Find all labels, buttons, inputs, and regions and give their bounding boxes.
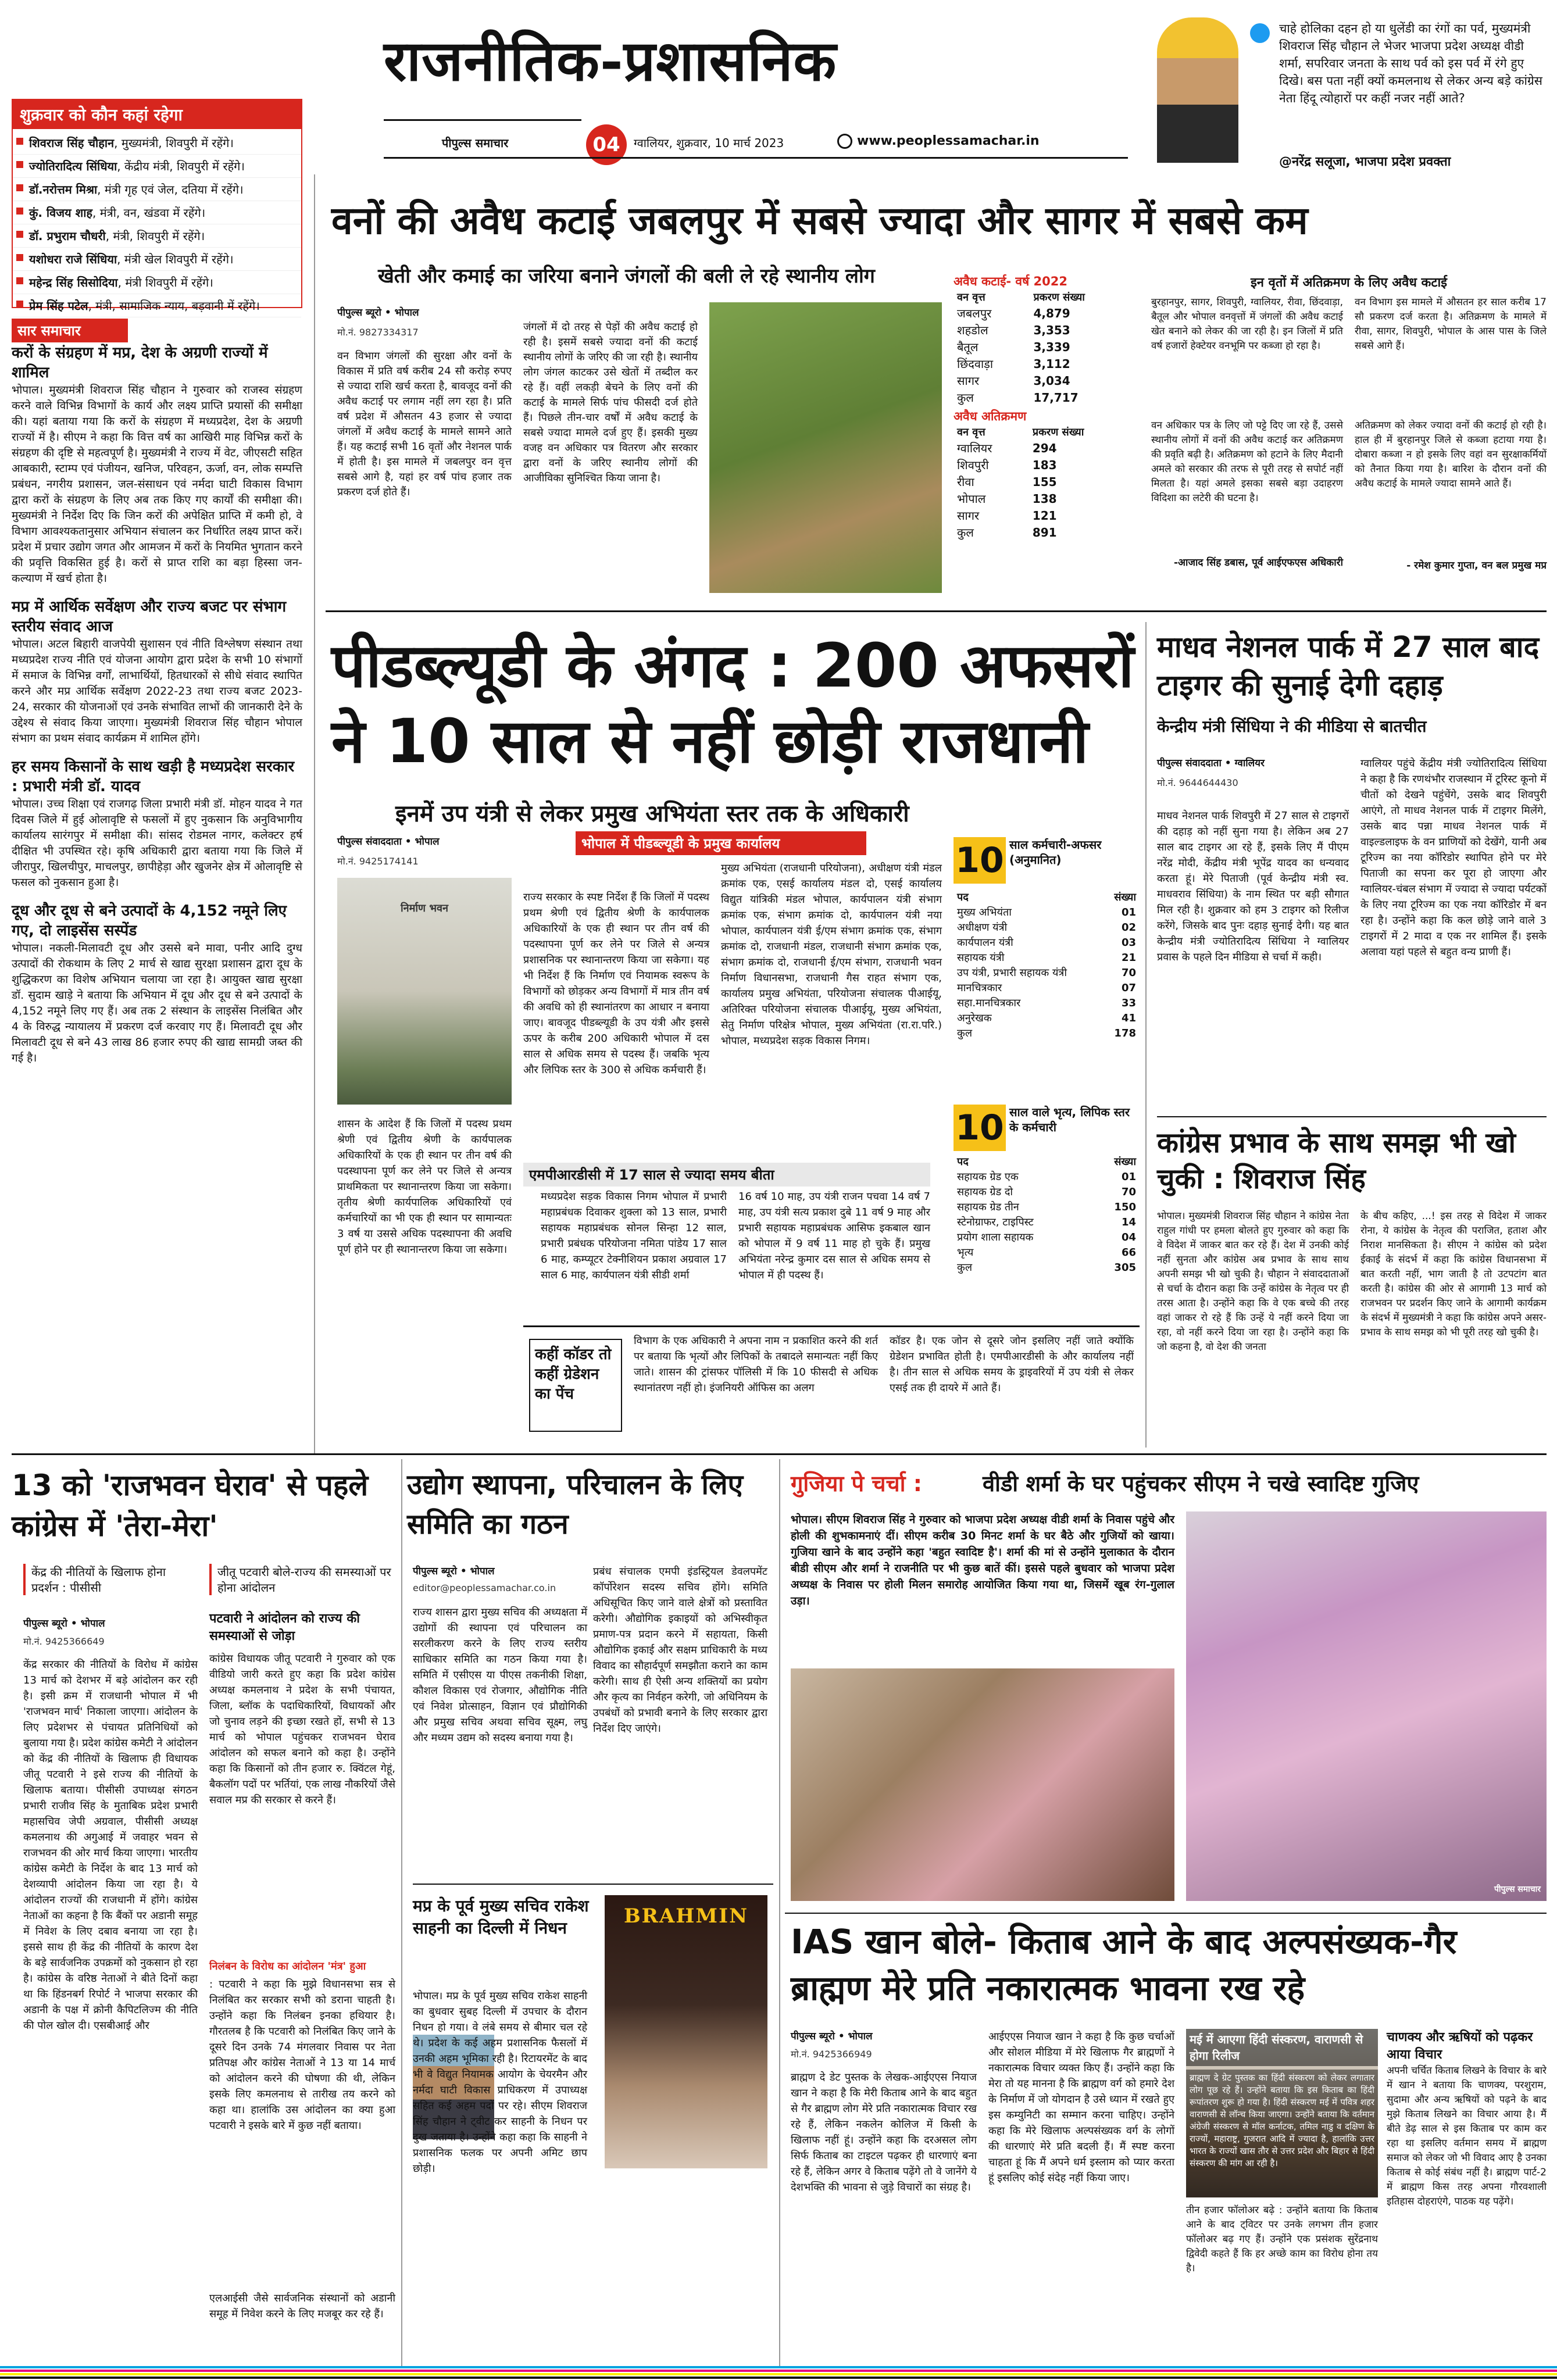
list-item: यशोधरा राजे सिंधिया, मंत्री खेल शिवपुरी में रहेंगे।: [13, 248, 301, 271]
forest-mobile: मो.नं. 9827334317: [337, 327, 419, 338]
top-quote-text: चाहे होलिका दहन हो या धुलेंडी का रंगों का पर्व, मुख्यमंत्री शिवराज सिंह चौहान ले भेजर भाजपा प्रदेश अध्यक्ष वीडी शर्मा, सपरिवार जनता के साथ पर्व को इस पर्व में रंगे हुए दिखे। बस पता नहीं क्यों कमलनाथ से लेकर अन्य बड़े कांग्रेस नेता हिंदू त्योहारों पर कहीं नजर नहीं आते?: [1279, 22, 1542, 105]
mpd-banner: एमपीआरडीसी में 17 साल से ज्यादा समय बीता: [523, 1163, 930, 1187]
shivraj-col1: भोपाल। मुख्यमंत्री शिवराज सिंह चौहान ने कांग्रेस नेता राहुल गांधी पर हमला बोलते हुए गुरुवार को कहा कि वे विदेश में जाकर बात कर रहे हैं। देश में उनकी कोई नहीं सुनता और कांग्रेस अब प्रभाव के साथ साथ अपनी समझ भी खो चुकी है। चौहान ने संवाददाताओं से चर्चा के दौरान कहा कि उन्हें कांग्रेस के नेतृत्व पर ही तरस आता है। उन्होंने कहा कि वे एक बच्चे की तरह वहां जाकर रो रहे हैं कि उन्हें ये नहीं करने दिया जा रहा, वो नहीं करने दिया जा रहा है। उन्होंने कहा कि जो कहना है, वो देश की जनता: [1157, 1210, 1349, 1353]
pwd-byline: पीपुल्स संवाददाता • भोपाल: [337, 836, 440, 848]
section-rule: [326, 610, 1547, 612]
saar-story-head: करों के संग्रहण में मप्र, देश के अग्रणी राज्यों में शामिल: [12, 344, 268, 381]
table-row: सहायक यंत्री 21: [957, 951, 1136, 964]
raj-mobile: मो.नं. 9425366649: [23, 1636, 105, 1647]
book-cover: [605, 1895, 767, 2168]
mpd-col1: मध्यप्रदेश सड़क विकास निगम भोपाल में प्रभारी महाप्रबंधक दिवाकर शुक्ला को 13 साल, प्रभारी सहायक महाप्रबंधक सोनल सिन्हा 12 साल, प्रभारी प्रबंधक परियोजना नमिता पांडेय 17 साल 6 माह, कम्प्यूटर टेक्नीशियन प्रकाश अग्रवाल 17 साल 6 माह, कार्यपालन यंत्री सीडी शर्मा: [541, 1191, 727, 1281]
pwd-col1: राज्य सरकार के स्पष्ट निर्देश हैं कि जिलों में पदस्थ प्रथम श्रेणी एवं द्वितीय श्रेणी के कार्यपालक अधिकारियों के एक ही स्थान पर तीन वर्ष की पदस्थापना पूर्ण कर लेने पर जिले से अन्यत्र प्रशासनिक पर स्थानान्तरण किया जा सकेगा। यह भी निर्देश हैं कि निर्माण एवं नियामक स्वरूप के विभागों को छोड़कर अन्य विभागों में मात्र तीन वर्ष की अवधि को ही स्थानांतरण का आधार न बनाया जाए। बावजूद पीडब्ल्यूडी के उप यंत्री और इससे ऊपर के करीब 200 अधिकारी भोपाल में दस साल से अधिक समय से पदस्थ हैं। जबकि भृत्य और लिपिक स्तर के 300 से अधिक कर्मचारी हैं।: [523, 891, 709, 1076]
pwd-subhead: इनमें उप यंत्री से लेकर प्रमुख अभियंता स्तर तक के अधिकारी: [395, 801, 909, 827]
raj-col2c: एलआईसी जैसे सार्वजनिक संस्थानों को अडानी समूह में निवेश करने के लिए मजबूर कर रहे हैं।: [209, 2292, 395, 2320]
list-item: शिवराज सिंह चौहान, मुख्यमंत्री, शिवपुरी में रहेंगे।: [13, 131, 301, 155]
raj-col2-sub: निलंबन के विरोध का आंदोलन 'मंत्र' हुआ: [209, 1960, 366, 1972]
forest-byline: पीपुल्स ब्यूरो • भोपाल: [337, 307, 419, 319]
ias-far-body: अपनी चर्चित किताब लिखने के विचार के बारे में खान ने बताया कि चाणक्य, परशुराम, सुदामा और अन्य ऋषियों को पढ़ने के बाद मुझे किताब लिखने का विचार आया है। मैं बीते डेढ़ साल से इस किताब पर काम कर रहा था इसलिए वर्तमान समय में ब्राह्मण समाज को लेकर जो भी विवाद आए है उनका किताब से कोई संबंध नहीं है। ब्राह्मण पार्ट-2 में ब्राह्मण किस तरह अपना गौरवशाली इतिहास दोहराएंगे, पाठक यह पढ़ेंगे।: [1387, 2065, 1547, 2207]
masthead-bottom-rule: [384, 157, 1128, 159]
register-tick: [0, 2366, 1557, 2368]
forest-quote2: अतिक्रमण को लेकर ज्यादा वनों की कटाई हो रही है। हाल ही में बुरहानपुर जिले से कब्जा हटाया गया है। दोबारा कब्जा न हो इसके लिए वहां वन सुरक्षाकर्मियों को तैनात किया गया है। बारिश के दौरान वनों की अवैध कटाई के मामले ज्यादा सामने आते हैं।: [1355, 420, 1547, 489]
forest-quote2-author: - रमेश कुमार गुप्ता, वन बल प्रमुख मप्र: [1406, 560, 1547, 571]
twitter-icon: [1250, 23, 1270, 43]
ias-far-head: चाणक्य और ऋषियों को पढ़कर आया विचार: [1387, 2030, 1533, 2062]
holi-schedule-box: [12, 99, 302, 313]
table1-title: अवैध कटाई- वर्ष 2022: [954, 274, 1068, 288]
ias-col1: ब्राह्मण दे डेट पुस्तक के लेखक-आईएएस नियाज खान ने कहा है कि मेरी किताब आने के बाद बहुत से गैर ब्राह्मण लोग मेरे प्रति नकारात्मक विचार रख रहे हैं, लेकिन नकलेन कोलिज में किसी के खिलाफ नहीं हूं। उन्होंने कहा कि दरअसल लोग सिर्फ किताब का टाइटल पढ़कर ही धारणाएं बना रहे हैं, लेकिन अगर वे किताब पढ़ेंगे तो वे जानेंगे ये देशभक्ति की भावना से जुड़े विचारों का संग्रह है।: [791, 2071, 977, 2193]
udyog-byline: पीपुल्स ब्यूरो • भोपाल: [413, 1566, 495, 1577]
ias-side-head: मई में आएगा हिंदी संस्करण, वाराणसी से होगा रिलीज: [1186, 2029, 1378, 2066]
udyog-col1: राज्य शासन द्वारा मुख्य सचिव की अध्यक्षता में उद्योगों की स्थापना एवं परिचालन का सरलीकरण करने के लिए राज्य स्तरीय साधिकार समिति का गठन किया गया है। समिति में एसीएस या पीएस तकनीकी शिक्षा, कौशल विकास एवं रोजगार, औद्योगिक नीति एवं निवेश प्रोत्साहन, विज्ञान एवं प्रौद्योगिकी और प्रमुख सचिव अथवा सचिव सूक्ष्म, लघु और मध्यम उद्यम को सदस्य बनाया गया है।: [413, 1606, 587, 1744]
pwd-box1-col: पद: [957, 891, 969, 903]
table-row: सहायक ग्रेड तीन 150: [957, 1200, 1136, 1213]
table-row: जबलपुर 4,879: [957, 306, 1070, 320]
tiger-mobile: मो.नं. 9644644430: [1157, 777, 1238, 788]
table2: [954, 424, 1134, 541]
column-divider: [1145, 622, 1147, 1448]
table-row: भृत्य 66: [957, 1246, 1136, 1259]
table2-col-head: प्रकरण संख्या: [1032, 426, 1084, 438]
list-item: महेन्द्र सिंह सिसोदिया, मंत्री शिवपुरी में रहेंगे।: [13, 271, 301, 294]
register-tick: [0, 2373, 1557, 2375]
forest-col1: वन विभाग जंगलों की सुरक्षा और वनों के विकास में प्रति वर्ष करीब 24 सौ करोड़ रुपए से ज्यादा राशि खर्च करता है, बावजूद वनों की अवैध कटाई पर लगाम नहीं लग रहा है। प्रति वर्ष प्रदेश में औसतन 43 हजार से ज्यादा जंगलों में अवैध कटाई के मामले सामने आते हैं। यह कटाई सभी 16 वृतों और नेशनल पार्क में होती है। इस मामले में जबलपुर वन वृत्त सबसे आगे है, यहां हर वर्ष पांच हजार तक प्रकरण दर्ज होते हैं।: [337, 350, 512, 498]
forest-side-title: इन वृतों में अतिक्रमण के लिए अवैध कटाई: [1251, 276, 1447, 290]
raj-col2-head: पटवारी ने आंदोलन को राज्य की समस्याओं से जोड़ा: [209, 1611, 360, 1643]
table-row: छिंदवाड़ा 3,112: [957, 356, 1070, 371]
table-row: कार्यपालन यंत्री 03: [957, 936, 1136, 949]
section-rule: [785, 1913, 1547, 1914]
note-col1: विभाग के एक अधिकारी ने अपना नाम न प्रकाशित करने की शर्त पर बताया कि भृत्यों और लिपिकों के तबादले समान्यतः नहीं किए जाते। शासन की ट्रांसफर पॉलिसी में कि 10 फीसदी से अधिक स्थानांतरण नहीं हो। इंजनियरी ऑफिस का अलग: [634, 1335, 878, 1394]
raj-col1: केंद्र सरकार की नीतियों के विरोध में कांग्रेस 13 मार्च को देशभर में बड़े आंदोलन कर रही है। इसी क्रम में राजधानी भोपाल में भी 'राजभवन मार्च' निकाला जाएगा। आंदोलन के लिए प्रदेशभर से पंचायत प्रतिनिधियों को बुलाया गया है। प्रदेश कांग्रेस कमेटी ने आंदोलन को केंद्र की नीतियों के खिलाफ ही विधायक जीतू पटवारी ने इसे राज्य की नीतियों के खिलाफ बताया। पीसीसी उपाध्यक्ष संगठन प्रभारी राजीव सिंह के मुताबिक प्रदेश प्रभारी महासचिव जेपी अग्रवाल, पीसीसी अध्यक्ष कमलनाथ की अगुआई में जवाहर भवन से राजभवन की ओर मार्च किया जाएगा। भारतीय कांग्रेस कमेटी के निर्देश के बाद 13 मार्च को देशव्यापी आंदोलन किया जा रहा है। ये आंदोलन राज्यों की राजधानी में होंगे। कांग्रेस नेताओं का कहना है कि बैंकों पर अडानी समूह में निवेश के लिए दबाव बनाया जा रहा है। इससे साथ ही केंद्र की नीतियों के कारण देश के बड़े सार्वजनिक उपक्रमों को नुकसान हो रहा है। कांग्रेस के वरिष्ठ नेताओं ने बीते दिनों कहा था कि हिंडनबर्ग रिपोर्ट ने भाजपा सरकार की अडानी के पक्ष में क्रोनी कैपिटलिज्म की नीति की पोल खोल दी। एसबीआई और: [23, 1659, 198, 2032]
table-row: कुल 305: [957, 1261, 1136, 1274]
table-row: भोपाल 138: [957, 491, 1057, 506]
ias-side-body: ब्राह्मण दे ग्रेट पुस्तक का हिंदी संस्करण को लेकर लगातार लोग पूछ रहे हैं। उन्होंने बताया कि इस किताब का हिंदी रूपांतरण शुरू हो गया है। हिंदी संस्करण मई में पवित्र शहर वाराणसी से लॉन्च किया जाएगा। उन्होंने बताया कि वर्तमान अंग्रेजी संस्करण से मॉल कर्नाटक, तमिल नाडु व दक्षिण के राज्यों, महाराष्ट्र, गुजरात आदि में ज्यादा है, हालांकि उत्तर भारत के राज्यों खास तौर से उत्तर प्रदेश और बिहार से हिंदी संस्करण की मांग आ रही है।: [1186, 2070, 1378, 2197]
table-row: मुख्य अभियंता 01: [957, 906, 1136, 919]
pwd-mobile: मो.नं. 9425174141: [337, 856, 419, 867]
minister-list: [13, 131, 301, 317]
table-row: रीवा 155: [957, 474, 1057, 489]
column-divider: [779, 1459, 780, 2366]
table2-title: अवैध अतिक्रमण: [954, 409, 1027, 423]
tiger-byline: पीपुल्स संवाददाता • ग्वालियर: [1157, 757, 1265, 769]
globe-icon: [837, 134, 852, 149]
gujia-photo-side: [1186, 1511, 1547, 1901]
table-row: ग्वालियर 294: [957, 441, 1057, 455]
ias-side-box: [1387, 2029, 1547, 2360]
pwd-box1-col: संख्या: [1114, 891, 1136, 903]
table-row: बैतूल 3,339: [957, 340, 1070, 354]
table1-col-head: वन वृत्त: [957, 291, 985, 303]
table-row: सागर 3,034: [957, 373, 1070, 388]
pwd-box2-table: [954, 1154, 1140, 1275]
ias-headline: IAS खान बोले- किताब आने के बाद अल्पसंख्यक-गैर ब्राह्मण मेरे प्रति नकारात्मक भावना रख रहे: [791, 1922, 1457, 2008]
left-red-strip: [12, 17, 360, 76]
mpd-col2: 16 वर्ष 10 माह, उप यंत्री राजन पचवा 14 वर्ष 7 माह, उप यंत्री सत्य प्रकाश दुबे 11 वर्ष 9 माह और प्रभारी सहायक महाप्रबंधक आसिफ इकबाल खान को भोपाल में 9 वर्ष 11 माह हो चुके हैं। प्रमुख अभियंता नरेन्द्र कुमार दस साल से अधिक समय से भोपाल में ही पदस्थ हैं।: [738, 1191, 930, 1281]
pwd-box2-col: पद: [957, 1156, 969, 1168]
table-row: मानचित्रकार 07: [957, 981, 1136, 994]
gujia-photo-credit: पीपुल्स समाचार: [1494, 1885, 1541, 1894]
table-row: कुल 891: [957, 525, 1057, 539]
column-divider: [314, 174, 315, 1453]
table1-col-head: प्रकरण संख्या: [1033, 291, 1085, 303]
forest-table1: [954, 273, 1134, 541]
list-item: डॉ.नरोत्तम मिश्रा, मंत्री गृह एवं जेल, दतिया में रहेंगे।: [13, 178, 301, 201]
pwd-col2: शासन के आदेश हैं कि जिलों में पदस्थ प्रथम श्रेणी एवं द्वितीय श्रेणी के कार्यपालक अधिकारियों के एक ही स्थान पर तीन वर्ष की पदस्थापना पूर्ण कर लेने पर जिले से अन्यत्र प्राथमिकता पर स्थानान्तरण किया जा सकेगा। तृतीय श्रेणी कार्यपालिक अधिकारियों एवं कर्मचारियों का भी एक ही स्थान पर सामान्यतः 3 वर्ष या उससे अधिक पदस्थापना की अवधि पूर्ण होने पर ही स्थानान्तरण किया जा सकेगा।: [337, 1118, 512, 1256]
table-row: अनुरेखक 41: [957, 1012, 1136, 1024]
section-rule: [413, 1884, 773, 1885]
table-row: सहायक ग्रेड एक 01: [957, 1170, 1136, 1183]
shivraj-col2: के बीच कहिए, ...! इस तरह से विदेश में जाकर रोना, ये कांग्रेस के नेतृत्व की पराजित, हताश और निराश मानसिकता है। सीएम ने कांग्रेस को प्रदेश ईकाई के संदर्भ में कहा कि कांग्रेस विधानसभा में बात करती नहीं, भाग जाती है तो उटपटांग बात करती है। कांग्रेस की ओर से आगामी 13 मार्च को राजभवन पर प्रदर्शन किए जाने के आगामी कार्यक्रम के संदर्भ में मुख्यमंत्री ने कहा कि कांग्रेस अपने असर-प्रभाव के साथ समझ को भी पूरी तरह खो चुकी है।: [1360, 1210, 1547, 1338]
table-row: कुल 178: [957, 1027, 1136, 1039]
forest-subhead: खेती और कमाई का जरिया बनाने जंगलों की बली ले रहे स्थानीय लोग: [378, 265, 875, 288]
dateline: ग्वालियर, शुक्रवार, 10 मार्च 2023: [634, 136, 784, 150]
forest-headline: वनों की अवैध कटाई जबलपुर में सबसे ज्यादा और सागर में सबसे कम: [331, 198, 1308, 243]
pwd-photo-tag: भोपाल में पीडब्ल्यूडी के प्रमुख कार्यालय: [576, 831, 866, 855]
list-item: ज्योतिरादित्य सिंधिया, केंद्रीय मंत्री, शिवपुरी में रहेंगे।: [13, 155, 301, 178]
sahni-headline: मप्र के पूर्व मुख्य सचिव राकेश साहनी का दिल्ली में निधन: [413, 1896, 589, 1938]
list-item: कुं. विजय शाह, मंत्री, वन, खंडवा में रहेंगे।: [13, 201, 301, 224]
holi-schedule-title: शुक्रवार को कौन कहां रहेगा: [13, 100, 301, 129]
saar-story-body: भोपाल। नकली-मिलावटी दूध और उससे बने मावा, पनीर आदि दुग्ध उत्पादों की रोकथाम के लिए 2 मार्च से खाद्य सुरक्षा प्रशासन द्वारा दूध के शुद्धिकरण का विशेष अभियान चलाया जा रहा है। आयुक्त खाद्य सुरक्षा डॉ. सुदाम खाड़े ने बताया कि अभियान में दूध और दूध से बने उत्पादों के 4,152 नमूने लिए गए हैं। अब तक 2 संस्थान के लाइसेंस निलंबित और 4 के विरुद्ध न्यायालय में प्रकरण दर्ज करवाए गए हैं। मिलावटी दूध और मिलावटी दूध से बने 43 लाख 86 हजार रुपए की खाद्य सामग्री जब्त की गई है।: [12, 942, 302, 1064]
raj-tag1: केंद्र की नीतियों के खिलाफ होना प्रदर्शन : पीसीसी: [23, 1564, 192, 1595]
table-row: शिवपुरी 183: [957, 458, 1057, 472]
pwd-box1-table: [954, 889, 1140, 1041]
udyog-headline: उद्योग स्थापना, परिचालन के लिए समिति का गठन: [407, 1468, 744, 1541]
table-row: प्रयोग शाला सहायक 04: [957, 1231, 1136, 1243]
ias-byline: पीपुल्स ब्यूरो • भोपाल: [791, 2031, 873, 2042]
gujia-body: भोपाल। सीएम शिवराज सिंह ने गुरुवार को भाजपा प्रदेश अध्यक्ष वीडी शर्मा के निवास पहुंचे और होली की शुभकामनाएं दीं। सीएम करीब 30 मिनट शर्मा के घर बैठे और गुजियों को खाया। गुजिया खाने के बाद उन्होंने कहा 'बहुत स्वादिष्ट है'। शर्मा की मां से उन्होंने मुलाकात के दौरान बीडी सीएम और शर्मा ने राजनीति पर भी कुछ बातें कीं। इससे पहले बुधवार को भाजपा प्रदेश अध्यक्ष के निवास पर होली मिलन समारोह आयोजित किया गया था, जिसमें खूब रंग-गुलाल उड़ा।: [791, 1513, 1174, 1607]
table-row: सहा.मानचित्रकार 33: [957, 996, 1136, 1009]
pwd-building-photo: [337, 878, 512, 1105]
forest-col2: जंगलों में दो तरह से पेड़ों की अवैध कटाई हो रही है। इसमें सबसे ज्यादा वनों की कटाई स्थानीय लोगों के जरिए की जा रही है। स्थानीय लोग जंगल काटकर उसे खेतों में तब्दील कर रहे हैं। वहीं लकड़ी बेचने के लिए वनों की कटाई के मामले सिर्फ पांच फीसदी दर्ज होते हैं। पिछले तीन-चार वर्षों में अवैध कटाई के सबसे ज्यादा मामले दर्ज हुए हैं। इसकी मुख्य वजह वन अधिकार पत्र वितरण और सरकार द्वारा वनों के जरिए स्थानीय लोगों की आजीविका सुनिश्चित किया जाना है।: [523, 321, 698, 484]
gujia-headline: वीडी शर्मा के घर पहुंचकर सीएम ने चखे स्वादिष्ट गुजिए: [983, 1471, 1419, 1496]
saar-story-body: भोपाल। उच्च शिक्षा एवं राजगढ़ जिला प्रभारी मंत्री डॉ. मोहन यादव ने गत दिवस जिले में हुई ओलावृष्टि से फसलों में हुए नुकसान कि अनुविभागीय कार्यालय सारंगपुर में समीक्षा की। सांसद रोडमल नागर, कलेक्टर हर्ष दीक्षित भी उपस्थित रहे। कृषि अधिकारी द्वारा बताया गया कि जिले में जीरापुर, खिलचीपुर, माचलपुर, छापीहेड़ा और खुजनेर क्षेत्र में ओलावृष्टि से फसल को नुकसान हुआ है।: [12, 798, 302, 889]
table-row: शहडोल 3,353: [957, 323, 1070, 337]
forest-side-col2: वन विभाग इस मामले में औसतन हर साल करीब 17 सौ प्रकरण दर्ज करता है। अतिक्रमण के मामले में रीवा, सागर, शिवपुरी, भोपाल के आस पास के जिले सबसे आगे हैं।: [1355, 296, 1547, 352]
shivraj-headline: कांग्रेस प्रभाव के साथ समझ भी खो चुकी : शिवराज सिंह: [1157, 1127, 1516, 1195]
gujia-tag: गुजिया पे चर्चा :: [791, 1471, 922, 1496]
tiger-headline: माधव नेशनल पार्क में 27 साल बाद टाइगर की सुनाई देगी दहाड़: [1157, 630, 1540, 702]
raj-col2: कांग्रेस विधायक जीतू पटवारी ने गुरुवार को एक वीडियो जारी करते हुए कहा कि प्रदेश कांग्रेस अध्यक्ष कमलनाथ ने प्रदेश के सभी पंचायत, जिला, ब्लॉक के पदाधिकारियों, विधायकों और जो चुनाव लड़ने की इच्छा रखते हों, सभी से 13 मार्च को भोपाल पहुंचकर राजभवन घेराव आंदोलन को सफल बनाने को कहा है। उन्होंने कहा कि किसानों को तीन हजार रु. क्विंटल गेहूं, बैकलॉग पदों पर भर्तियां, एक लाख नौकरियों जैसे सवाल मप्र की सरकार से करने हैं।: [209, 1653, 395, 1806]
pwd-headline: पीडब्ल्यूडी के अंगद : 200 अफसरों ने 10 साल से नहीं छोड़ी राजधानी: [331, 630, 1134, 777]
saar-story-head: मप्र में आर्थिक सर्वेक्षण और राज्य बजट पर संभाग स्तरीय संवाद आज: [12, 598, 287, 635]
saar-label: सार समाचार: [12, 319, 128, 342]
forest-stump-photo: [709, 302, 942, 593]
page-section-title: राजनीतिक-प्रशासनिक: [384, 28, 837, 94]
table-row: अधीक्षण यंत्री 02: [957, 921, 1136, 934]
masthead-rule-left: [384, 119, 581, 121]
pwd-photo-sign: निर्माण भवन: [400, 902, 448, 914]
register-tick: [0, 2377, 1557, 2379]
table-row: स्टेनोग्राफर, टाइपिस्ट 14: [957, 1216, 1136, 1228]
pwd-box2-number: 10: [954, 1105, 1006, 1151]
table-row: सागर 121: [957, 508, 1057, 523]
saar-story-head: दूध और दूध से बने उत्पादों के 4,152 नमूने लिए गए, दो लाइसेंस सस्पेंड: [12, 902, 287, 939]
saar-story-body: भोपाल। मुख्यमंत्री शिवराज सिंह चौहान ने गुरुवार को राजस्व संग्रहण करने वाले विभिन्न विभागों के कार्य और लक्ष्य प्राप्ति प्रयासों की समीक्षा की। यहां बताया गया कि करों के संग्रहण में मध्यप्रदेश, देश के अग्रणी राज्यों में है। सीएम ने कहा कि वित्त वर्ष का आखिरी माह विभिन्न करों के संग्रहण की दृष्टि से महत्वपूर्ण है। मुख्यमंत्री ने राज्य में वेट, जीएसटी सहित आबकारी, स्टाम्प एवं पंजीयन, खनिज, परिवहन, ऊर्जा, वन, लोक सम्पत्ति प्रबंधन, नगरीय प्रशासन, जल-संसाधन एवं नर्मदा घाटी विकास विभाग द्वारा करों के संग्रहण के लिए अब तक किए गए कार्यों की समीक्षा की। मुख्यमंत्री ने निर्देश दिए कि जिन करों की अपेक्षित प्राप्ति में कमी हो, वे विभाग आवश्यकतानुसार अभियान संचालन कर निर्धारित लक्ष्य प्राप्त करें। प्रदेश में प्रचार उद्योग जगत और आमजन में करों के नियमित भुगतान करने की प्रवृत्ति विकसित हुई है। करों से प्राप्त राशि का बड़ा हिस्सा जन-कल्याण में खर्च होता है।: [12, 384, 302, 585]
book-title: BRAHMIN: [623, 1904, 749, 1928]
raj-byline: पीपुल्स ब्यूरो • भोपाल: [23, 1618, 105, 1629]
ias-col2: आईएएस नियाज खान ने कहा है कि कुछ चर्चाओं और सोशल मीडिया में मेरे खिलाफ गैर ब्राह्मणों ने नकारात्मक विचार व्यक्त किए हैं। उन्होंने कहा कि मेरा तो यह मानना है कि ब्राह्मण वर्ग को हमारे देश के निर्माण में जो योगदान है उसे ध्यान में रखते हुए इस कम्युनिटी का सम्मान करना चाहिए। उन्होंने कहा कि मेरे खिलाफ अल्पसंख्यक वर्ग के लोगों की धारणाएं मेरे प्रति बदली हैं। मैं स्पष्ट करना चाहता हूं कि मैं अपने धर्म इस्लाम को प्यार करता हूं इसलिए कोई संदेह नहीं किया जाए।: [988, 2031, 1174, 2184]
ias-photo-caption: तीन हजार फॉलोअर बढ़े : उन्होंने बताया कि किताब आने के बाद ट्विटर पर उनके लगभग तीन हजार फॉलोअर बढ़ गए हैं। उन्होंने एक प्रसंशक सुरेंद्रनाथ द्विवेदी कहते हैं कि हर अच्छे काम का विरोध होना तय है।: [1186, 2204, 1378, 2274]
forest-quote1-author: -आजाद सिंह डबास, पूर्व आईएफएस अधिकारी: [1173, 557, 1343, 569]
website[interactable]: www.peoplessamachar.in: [857, 134, 1040, 148]
forest-quote1: वन अधिकार पत्र के लिए जो पट्टे दिए जा रहे हैं, उससे स्थानीय लोगों में वनों की अवैध कटाई कर अतिक्रमण की प्रवृति बढ़ी है। अतिक्रमण को हटाने के लिए मैदानी अमले को सरकार की तरफ से पूरी तरह से सपोर्ट नहीं मिलता है। यहां अमले इसका सबसे बड़ा उदाहरण विदिशा का लटेरी की घटना है।: [1151, 420, 1343, 504]
raj-col2b: : पटवारी ने कहा कि मुझे विधानसभा सत्र से निलंबित कर सरकार सभी को डराना चाहती है। उन्होंने कहा कि निलंबन इनका हथियार है। गौरतलब है कि पटवारी को निलंबित किए जाने के दूसरे दिन उनके 74 मंगलवार निवास पर नेता प्रतिपक्ष और कांग्रेस नेताओं ने 13 या 14 मार्च को आंदोलन करने की घोषणा की थी, लेकिन इसके लिए कमलनाथ से तारीख तय करने को कहा था। हालांकि उस आंदोलन का क्या हुआ पटवारी ने इसके बारे में कुछ नहीं बताया।: [209, 1978, 395, 2132]
top-quote-author: @नरेंद्र सलूजा, भाजपा प्रदेश प्रवक्ता: [1279, 155, 1451, 169]
table-row: सहायक ग्रेड दो 70: [957, 1185, 1136, 1198]
saar-column: [12, 343, 302, 1453]
table-row: कुल 17,717: [957, 390, 1079, 405]
pwd-box1-number: 10: [954, 837, 1006, 884]
table1: [954, 290, 1134, 406]
forest-side-col1: बुरहानपुर, सागर, शिवपुरी, ग्वालियर, रीवा, छिंदवाड़ा, बैतूल और भोपाल वनवृत्तों में जंगलों की अवैध कटाई खेत बनाने को लेकर की जा रही है। इन जिलों में प्रति वर्ष हजारों हेक्टेयर वनभूमि पर कब्जा हो रहा है।: [1151, 296, 1343, 352]
column-divider: [401, 1459, 402, 2366]
tiger-col2: ग्वालियर पहुंचे केंद्रीय मंत्री ज्योतिरादित्य सिंधिया ने कहा है कि रणथंभौर राजस्थान में टूरिस्ट कूनो में चीतों को देखने पहुंचेंगे, उसके बाद शिवपुरी आएंगे, तो माधव नेशनल पार्क में टाइगर मिलेंगे, उसके बाद पन्ना माधव नेशनल पार्क में वाइल्डलाइफ के वन प्राणियों को देखेंगे, यानी अब टूरिज्म का नया कॉरिडोर स्थापित होने पर मेरे पिताजी का सपना कर पूरा हो जाएगा और ग्वालियर-चंबल संभाग में ज्यादा से ज्यादा पर्यटकों के लिए नया टूरिज्म का एक नया कॉरिडोर में बन रहा है। उन्होंने कहा कि कल छोड़े जाने वाले 3 टाइगरों में 2 मादा व एक नर शामिल हैं। इसके अलावा यहां पहले से बहुत वन्य प्राणी हैं।: [1360, 757, 1547, 958]
section-rule: [12, 1453, 1547, 1455]
saar-story-head: हर समय किसानों के साथ खड़ी है मध्यप्रदेश सरकार : प्रभारी मंत्री डॉ. यादव: [12, 758, 295, 795]
udyog-col2: प्रबंध संचालक एमपी इंडस्ट्रियल डेवलपमेंट कॉर्पोरेशन सदस्य सचिव होंगे। समिति अधिसूचित किए जाने वाले क्षेत्रों को प्रस्तावित करेगी। औद्योगिक इकाइयों को अभिस्वीकृत प्रमाण-पत्र प्रदान करने में सहायता, किसी औद्योगिक इकाई और सक्षम प्राधिकारी के मध्य विवाद का सौहार्दपूर्ण समझौता कराने का काम करेगी। साथ ही ऐसी अन्य शक्तियों का प्रयोग और कृत्य का निर्वहन करेगी, जो अधिनियम के उपबंधों को प्रभावी बनाने के लिए सरकार द्वारा निर्देश दिए जाएंगे।: [593, 1566, 767, 1735]
paper-name: पीपुल्स समाचार: [442, 136, 509, 150]
register-tick: [0, 2370, 1557, 2372]
ias-mobile: मो.नं. 9425366949: [791, 2049, 872, 2060]
pwd-box1-title: साल कर्मचारी-अफसर (अनुमानित): [1009, 838, 1102, 867]
raj-headline: 13 को 'राजभवन घेराव' से पहले कांग्रेस में 'तेरा-मेरा': [12, 1468, 369, 1543]
sahni-body: भोपाल। मप्र के पूर्व मुख्य सचिव राकेश साहनी का बुधवार सुबह दिल्ली में उपचार के दौरान निधन हो गया। वे लंबे समय से बीमार चल रहे थे। प्रदेश के कई अहम प्रशासनिक फैसलों में उनकी अहम भूमिका रही है। रिटायरमेंट के बाद भी वे विद्युत नियामक आयोग के चेयरमैन और नर्मदा घाटी विकास प्राधिकरण में उपाध्यक्ष सहित कई अहम पदों पर रहे। सीएम शिवराज सिंह चौहान ने ट्वीट कर साहनी के निधन पर दुख जताया है। उन्होंने कहा कहा कि साहनी ने प्रशासनिक फलक पर अपनी अमिट छाप छोड़ी।: [413, 1990, 587, 2175]
table-row: उप यंत्री, प्रभारी सहायक यंत्री 70: [957, 966, 1136, 979]
tiger-subhead: केन्द्रीय मंत्री सिंधिया ने की मीडिया से बातचीत: [1157, 717, 1427, 736]
list-item: प्रेम सिंह पटेल, मंत्री, सामाजिक न्याय, बड़वानी में रहेंगे।: [13, 294, 301, 317]
gujia-photo-main: [791, 1668, 1174, 1901]
section-rule: [1157, 1116, 1547, 1117]
note-box: [523, 1325, 1140, 1442]
pwd-offices: मुख्य अभियंता (राजधानी परियोजना), अधीक्षण यंत्री मंडल क्रमांक एक, एसई कार्यालय मंडल दो, एसई कार्यालय विद्युत यांत्रिकी मंडल भोपाल, कार्यपालन यंत्री संभाग क्रमांक एक, संभाग क्रमांक दो, कार्यपालन यंत्री नया भोपाल, कार्यपालन यंत्री ई/एम संभाग क्रमांक एक, संभाग क्रमांक दो, राजधानी मंडल, राजधानी संभाग क्रमांक एक, संभाग क्रमांक दो, राजधानी ई/एम संभाग, राजधानी भवन निर्माण विधानसभा, राजधानी गैस राहत संभाग एक, कार्यालय प्रमुख अभियंता, परियोजना संचालक पीआईयू, अतिरिक्त परियोजना संचालक पीआईयू, मुख्य अभियंता, सेतु निर्माण परिक्षेत्र भोपाल, मुख्य अभियंता (रा.रा.परि.) भोपाल, मध्यप्रदेश सड़क विकास निगम।: [721, 862, 942, 1047]
table2-col-head: वन वृत्त: [957, 426, 985, 438]
pwd-box2-title: साल वाले भृत्य, लिपिक स्तर के कर्मचारी: [1009, 1105, 1130, 1134]
note-col2: कॉडर है। एक जोन से दूसरे जोन इसलिए नहीं जाते क्योंकि ग्रेडेशन प्रभावित होती है। एमपीआरडीसी के और कार्यालय नहीं है। तीन साल से अधिक समय के ड्राइवरियों में उप यंत्री से लेकर एसई तक ही दायरे में आते हैं।: [890, 1335, 1134, 1394]
note-label: कहीं कॉडर तो कहीं ग्रेडेशन का पेंच: [529, 1339, 622, 1432]
quote-author-photo: [1157, 17, 1238, 163]
page-number: 04: [586, 124, 627, 165]
raj-tag2: जीतू पटवारी बोले-राज्य की समस्याओं पर होना आंदोलन: [209, 1564, 395, 1595]
list-item: डॉ. प्रभुराम चौधरी, मंत्री, शिवपुरी में रहेंगे।: [13, 224, 301, 248]
saar-story-body: भोपाल। अटल बिहारी वाजपेयी सुशासन एवं नीति विश्लेषण संस्थान तथा मध्यप्रदेश राज्य नीति एवं योजना आयोग द्वारा प्रदेश के सभी 10 संभागों में समाज के विभिन्न वर्गों, लाभार्थियों, हितधारकों से सीधे संवाद स्थापित करने और मप्र आर्थिक सर्वेक्षण 2022-23 तथा राज्य बजट 2023-24, सरकार की योजनाओं एवं उनके संभावित लाभों की जानकारी देने के उद्देश्य से संवाद किया जाएगा। मुख्यमंत्री शिवराज सिंह चौहान भोपाल संभाग का प्रथम संवाद कार्यक्रम में शामिल होंगे।: [12, 638, 302, 745]
pwd-box2-col: संख्या: [1114, 1156, 1136, 1168]
tiger-col1: माधव नेशनल पार्क शिवपुरी में 27 साल से टाइगरों की दहाड़ को नहीं सुना गया है। लेकिन अब 27 साल बाद टाइगर आ रहे हैं, इसके लिए मैं पीएम नरेंद्र मोदी, केंद्रीय मंत्री भूपेंद्र यादव का धन्यवाद करता हूं। मेरे पिताजी (पूर्व केन्द्रीय मंत्री स्व. माधवराव सिंधिया) के नाम स्थित पर बड़ी सौगात मिल रही है। शुक्रवार को हम 3 टाइगर को रिलीज करेंगे, जिसके बाद पुनः दहाड़ सुनाई देगी। यह बात केन्द्रीय मंत्री ज्योतिरादित्य सिंधिया ने ग्वालियर प्रवास के पहले दिन मीडिया से चर्चा में कही।: [1157, 810, 1349, 963]
udyog-email[interactable]: editor@peoplessamachar.co.in: [413, 1582, 556, 1593]
